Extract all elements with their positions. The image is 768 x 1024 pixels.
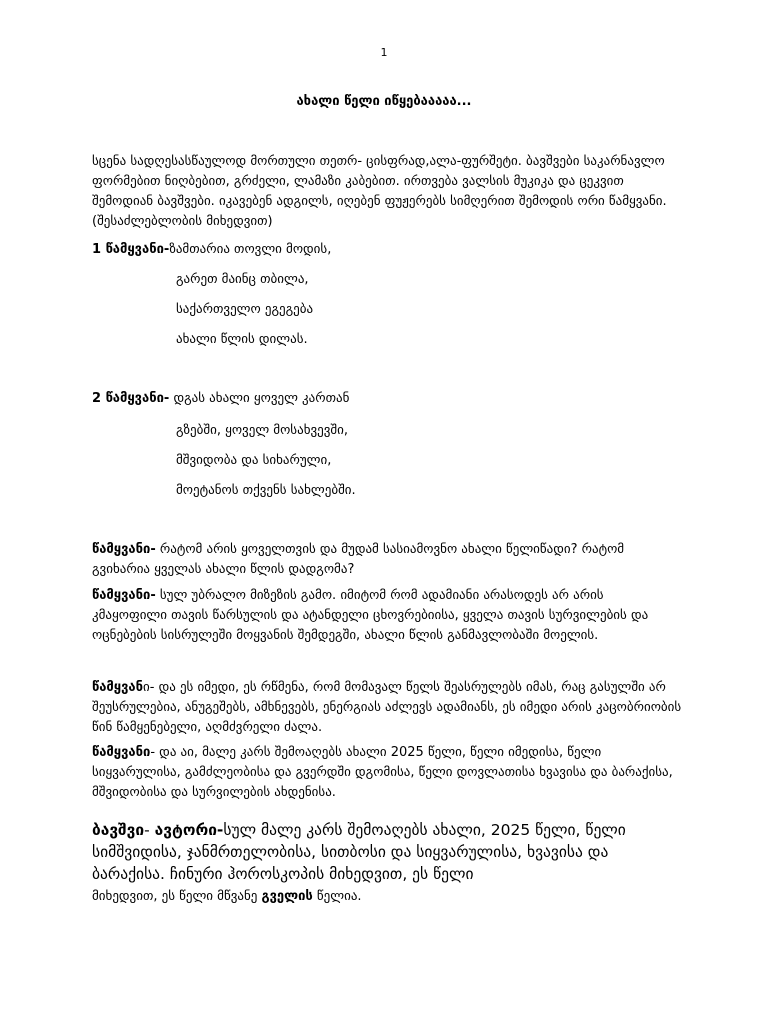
paragraph-5-speaker-author: ავტორი- bbox=[154, 821, 224, 839]
paragraph-5-end-a: მიხედვით, ეს წელი მწვანე bbox=[92, 889, 262, 904]
paragraph-2-text: სულ უბრალო მიზეზის გამო. იმიტომ რომ ადამიანი არასოდეს არ არის კმაყოფილი თავის წარსულის და ატანდელი ცხოვრებიისა, ყველა თავის სურვილების და ოცნებების სისრულეში მოყვანის შემდეგში, ახალი წლის განმავლობაში მოელის. bbox=[92, 588, 649, 643]
document-title: ახალი წელი იწყებააააა... bbox=[296, 94, 472, 109]
verse1-line1: ზამთარია თოვლი მოდის, bbox=[169, 242, 332, 257]
intro-paragraph: სცენა სადღესასწაულოდ მორთული თეთრ- ცისფრად,ალა-ფურშეტი. ბავშვები საკარნავლო ფორმებით ნიღბებით, გრძელი, ლამაზი კაბებით. ირთვება ვალსის მუკიკა და ცეკვით შემოდიან ბავშვები. იკავებენ ადგილს, იღებენ ფუჟერებს სიმღერით შემოდის ორი წამყვანი. (შესაძლებლობის მიხედვით) bbox=[92, 154, 667, 229]
verse1-line2: გარეთ მაინც თბილა, bbox=[176, 272, 309, 287]
paragraph-5-speaker-child: ბავშვი bbox=[92, 821, 145, 839]
paragraph-3-text: ი- და ეს იმედი, ეს რწმენა, რომ მომავალ წელს შეასრულებს იმას, რაც გასულში არ შეუსრულებია, ანუგეშებს, ამხნევებს, ენერგიას აძლევს ადამიანს, ეს იმედი არის კაცობრიობის წინ წამყენებელი, აღმძვრელი ძალა. bbox=[92, 680, 682, 735]
verse1-heading bbox=[92, 240, 682, 260]
paragraph-5-dash: - bbox=[144, 821, 155, 839]
verse2-speaker: 2 წამყვანი- bbox=[92, 391, 170, 406]
paragraph-2 bbox=[92, 586, 682, 646]
paragraph-4 bbox=[92, 743, 682, 803]
paragraph-5 bbox=[92, 819, 682, 885]
page-number: 1 bbox=[380, 46, 388, 59]
verse2-line3: მშვიდობა და სიხარული, bbox=[176, 453, 332, 468]
verse2-line1: დგას ახალი ყოველ კართან bbox=[169, 391, 350, 406]
paragraph-1 bbox=[92, 540, 682, 580]
paragraph-3 bbox=[92, 678, 682, 738]
paragraph-5-end-b: წელია. bbox=[312, 889, 362, 904]
paragraph-3-speaker: წამყვან bbox=[92, 680, 144, 695]
verse2-line4: მოეტანოს თქვენს სახლებში. bbox=[176, 483, 356, 498]
verse1-speaker: 1 წამყვანი- bbox=[92, 242, 170, 257]
paragraph-1-speaker: წამყვანი- bbox=[92, 542, 156, 557]
paragraph-5-text: სულ მალე კარს შემოაღებს ახალი, 2025 წელი, წელი სიმშვიდისა, ჯანმრთელობისა, სითბოსი და სიყვარულისა, ხვავისა და ბარაქისა. ჩინური ჰოროსკოპის მიხედვით, ეს წელი bbox=[92, 821, 626, 883]
verse1-line3: საქართველო ეგეგება bbox=[176, 302, 314, 317]
paragraph-4-speaker: წამყვანი bbox=[92, 745, 151, 760]
verse1-line4: ახალი წლის დილას. bbox=[176, 332, 308, 347]
paragraph-2-speaker: წამყვანი- bbox=[92, 588, 156, 603]
paragraph-1-text: რატომ არის ყოველთვის და მუდამ სასიამოვნო ახალი წელიწადი? რატომ გვიხარია ყველას ახალი წლის დადგომა? bbox=[92, 542, 625, 577]
paragraph-4-text: - და აი, მალე კარს შემოაღებს ახალი 2025 წელი, წელი იმედისა, წელი სიყვარულისა, გამძლეობისა და გვერდში დგომისა, წელი დოვლათისა ხვავისა და ბარაქისა, მშვიდობისა და სურვილების ახდენისა. bbox=[92, 745, 673, 800]
paragraph-5-bold-word: გველის bbox=[261, 889, 313, 904]
verse2-line2: გზებში, ყოველ მოსახვევში, bbox=[176, 423, 349, 438]
paragraph-5-final-line bbox=[92, 887, 682, 907]
verse2-heading bbox=[92, 389, 682, 409]
